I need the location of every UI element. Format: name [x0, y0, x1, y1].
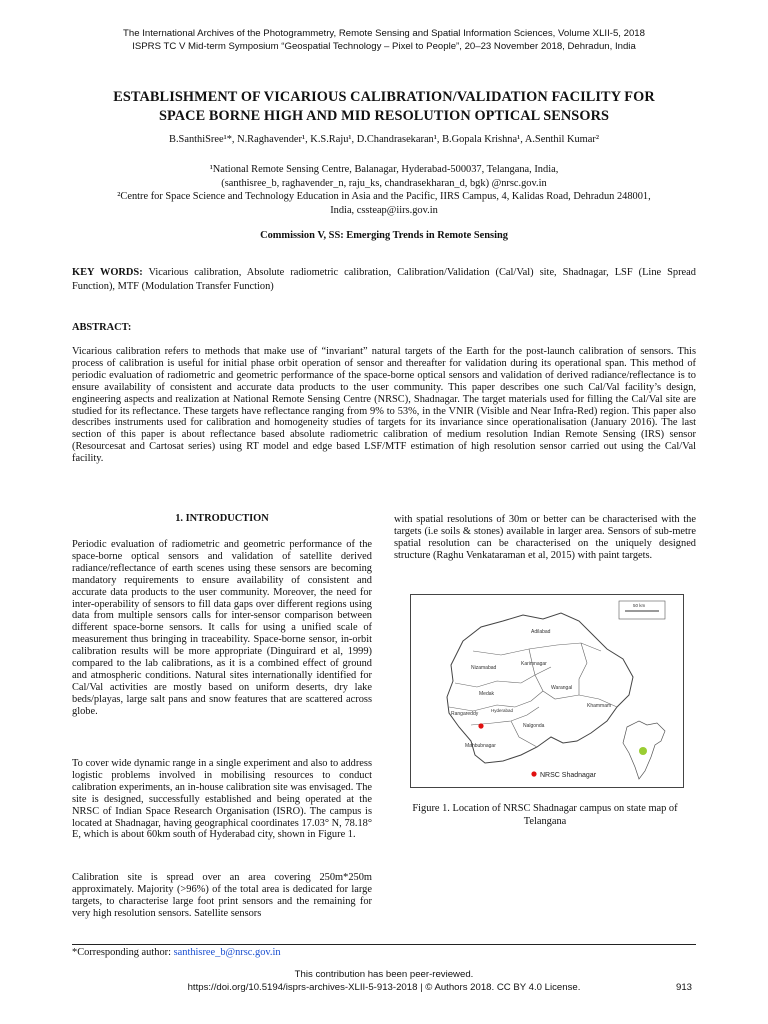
paper-title-line2: SPACE BORNE HIGH AND MID RESOLUTION OPTICAL SENSORS: [158, 108, 610, 124]
nrsc-shadnagar-marker: [478, 723, 483, 728]
telangana-map-svg: [411, 595, 683, 787]
footnote-rule: [72, 944, 696, 945]
india-inset-telangana-highlight: [639, 747, 647, 755]
journal-header-line2: ISPRS TC V Mid-term Symposium “Geospatial Technology – Pixel to People”, 20–23 November 2018, Dehradun, India: [132, 41, 636, 52]
affiliation-line2: (santhisree_b, raghavender_n, raju_ks, chandrasekharan_d, bgk) @nrsc.gov.in: [221, 177, 547, 189]
keywords: [72, 266, 696, 293]
keywords-label: KEY WORDS:: [72, 267, 143, 278]
keywords-text: Vicarious calibration, Absolute radiometric calibration, Calibration/Validation (Cal/Val) site, Shadnagar, LSF (Line Spread Function), MTF (Modulation Transfer Function): [72, 267, 696, 292]
intro-paragraph-1: Periodic evaluation of radiometric and geometric performance of the space-borne optical sensors and validation of satellite derived radiance/reflectance of earth scenes using these sensors are becoming mandatory requirements to ensure availability of consistent and accurate data products to the user community. Moreover, the need for inter-operability of sensors to fill data gaps over different regions using data from multiple sensors calls for inter-sensor comparison between different space-borne sensors. It calls for using a unified scale of measurement thus bringing in traceability. Space-borne sensor, in-orbit calibration results will be more appropriate (Dinguirard et al, 1999) compared to the lab calibrations, as it is a combined effect of ground and atmospheric conditions. Natural sites internationally identified for Cal/Val activities are mostly based on uniform deserts, dry lake beds/playas, large salt pans and snow features that are scattered across globe.: [72, 539, 372, 717]
intro-paragraph-3: Calibration site is spread over an area covering 250m*250m approximately. Majority (>96%) of the total area is dedicated for large targets, to characterise large foot print sensors and the remaining for very high resolution sensors. Satellite sensors: [72, 872, 372, 919]
author-list: B.SanthiSree¹*, N.Raghavender¹, K.S.Raju¹, D.Chandrasekaran¹, B.Gopala Krishna¹, A.Senthil Kumar²: [169, 134, 599, 145]
district-label-nalgonda: Nalgonda: [523, 723, 545, 729]
journal-header-line1: The International Archives of the Photogrammetry, Remote Sensing and Spatial Information Sciences, Volume XLII-5, 2018: [123, 28, 645, 39]
affiliation-line3: ²Centre for Space Science and Technology Education in Asia and the Pacific, IIRS Campus, 4, Kalidas Road, Dehradun 248001,: [117, 191, 651, 202]
intro-paragraph-2: To cover wide dynamic range in a single experiment and also to address logistic problems involved in mobilising resources to conduct calibration experiments, an in-house calibration site was envisaged. The site is designed, successfully established and being operated at the NRSC of Indian Space Research Organisation (ISRO). The campus is located at Shadnagar, having geographical coordinates 17.03° N, 78.18° E, which is about 60km south of Hyderabad city, shown in Figure 1.: [72, 758, 372, 841]
peer-review-note: This contribution has been peer-reviewed.: [294, 969, 474, 980]
district-label-warangal: Warangal: [551, 685, 573, 691]
paper-title: [60, 88, 708, 126]
paper-title-line1: ESTABLISHMENT OF VICARIOUS CALIBRATION/VALIDATION FACILITY FOR: [113, 89, 655, 105]
legend-marker: [531, 771, 536, 776]
district-label-nizamabad: Nizamabad: [471, 665, 497, 671]
intro-heading: 1. INTRODUCTION: [175, 513, 269, 524]
abstract-heading: ABSTRACT:: [72, 322, 132, 333]
district-label-mahbubnagar: Mahbubnagar: [465, 743, 496, 749]
page-number: 913: [676, 982, 693, 993]
district-label-karimnagar: Karimnagar: [521, 661, 547, 667]
affiliation-line4: India, cssteap@iirs.gov.in: [330, 204, 438, 216]
footnote-label: *Corresponding author:: [72, 947, 174, 958]
abstract-text: Vicarious calibration refers to methods that make use of “invariant” natural targets of the Earth for the post-launch calibration of sensors. This process of calibration is useful for initial phase orbit operation of sensor and thereafter for validation during its operational span. This method of periodic evaluation of radiometric and geometric performance of the space-borne optical sensors and validation of derived radiance/reflectance is to ensure availability of consistent and accurate data products to the user community. This paper describes one such Cal/Val facility’s design, engineering aspects and realization at National Remote Sensing Centre (NRSC), Shadnagar. The target materials used for filling the Cal/Val site are studied for its reflectance. These targets have reflectance ranging from 9% to 53%, in the VNIR (Visible and Near Infra-Red) region. This paper also describes instruments used for calibration and homogeneity studies of targets for its invariance since operationalisation (January 2016). The last section of this paper is about reflectance based absolute radiometric calibration of medium resolution Indian Remote Sensing (IRS) sensor (Resourcesat and Cartosat series) using RT model and edge based LSF/MTF estimation of high resolution sensor carried out using the Cal/Val facility.: [72, 346, 696, 465]
footnote: [72, 947, 281, 958]
doi-license-line[interactable]: https://doi.org/10.5194/isprs-archives-XLII-5-913-2018 | © Authors 2018. CC BY 4.0 License.: [187, 982, 581, 993]
corresponding-author-email-link[interactable]: santhisree_b@nrsc.gov.in: [173, 947, 281, 958]
figure-1-caption: Figure 1. Location of NRSC Shadnagar campus on state map of Telangana: [412, 803, 678, 827]
affiliations: [60, 163, 708, 217]
district-label-medak: Medak: [479, 691, 495, 697]
intro-paragraph-right: with spatial resolutions of 30m or better can be characterised with the targets (i.e soils & stones) available in larger area. Sensors of sub-metre spatial resolution can be characterised on the uniquely designed structure (Raghu Venkataraman et al, 2015) with paint targets.: [394, 514, 696, 561]
figure-1-map: [410, 594, 684, 788]
affiliation-line1: ¹National Remote Sensing Centre, Balanagar, Hyderabad-500037, Telangana, India,: [209, 164, 559, 175]
legend-label: NRSC Shadnagar: [540, 772, 597, 779]
scale-bar-label: 50 km: [633, 603, 646, 608]
state-outline: [447, 613, 633, 763]
commission-line: Commission V, SS: Emerging Trends in Remote Sensing: [260, 230, 508, 241]
district-label-rangareddy: Rangareddy: [451, 711, 479, 717]
district-label-hyderabad: Hyderabad: [491, 708, 514, 713]
district-label-khammam: Khammam: [587, 703, 612, 709]
district-label-adilabad: Adilabad: [531, 629, 551, 635]
